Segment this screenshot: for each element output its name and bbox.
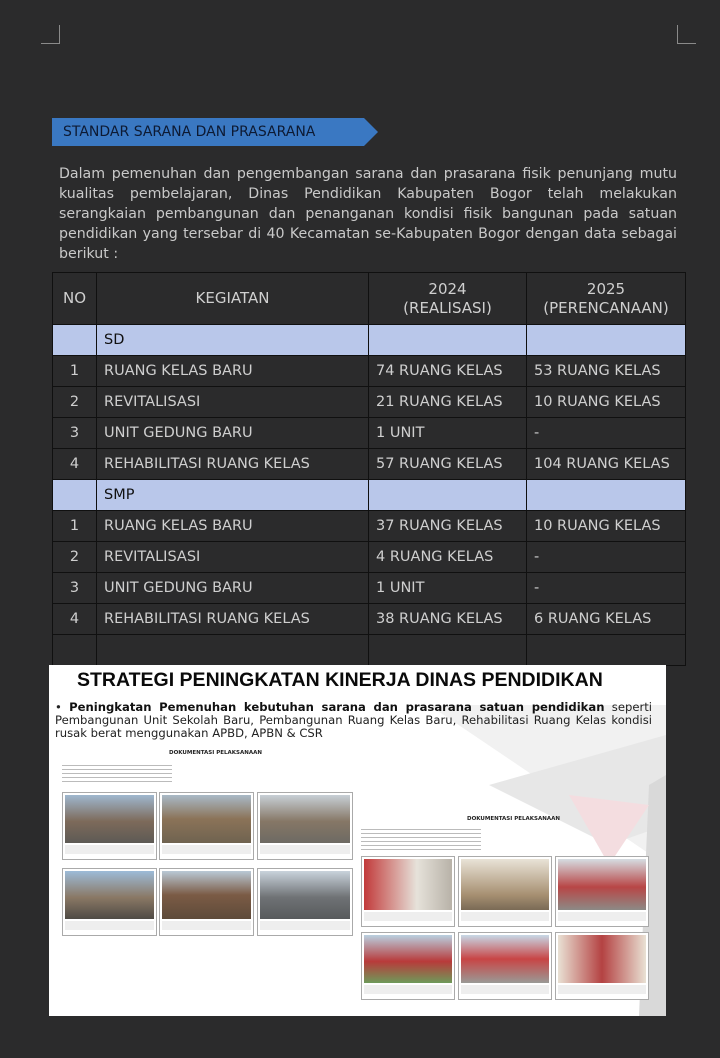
crop-mark-top-left bbox=[41, 25, 60, 44]
table-header-row bbox=[53, 273, 686, 325]
doc-left-title: DOKUMENTASI PELAKSANAAN bbox=[169, 750, 262, 756]
table-row: 3 UNIT GEDUNG BARU 1 UNIT - bbox=[53, 418, 686, 449]
section-banner: STANDAR SARANA DAN PRASARANA bbox=[52, 118, 364, 146]
section-row-smp bbox=[53, 480, 686, 511]
photo-construction-6 bbox=[257, 868, 353, 936]
photo-construction-2 bbox=[159, 792, 254, 860]
table-row: 4 REHABILITASI RUANG KELAS 38 RUANG KELAS 6 RUANG KELAS bbox=[53, 604, 686, 635]
table-empty-row bbox=[53, 635, 686, 666]
doc-right-meta bbox=[361, 826, 481, 854]
header-no: NO bbox=[53, 273, 97, 325]
table-row: 1 RUANG KELAS BARU 37 RUANG KELAS 10 RUANG KELAS bbox=[53, 511, 686, 542]
photo-construction-4 bbox=[62, 868, 157, 936]
header-kegiatan: KEGIATAN bbox=[97, 273, 369, 325]
photo-classroom bbox=[458, 856, 552, 927]
table-row: 2 REVITALISASI 21 RUANG KELAS 10 RUANG KELAS bbox=[53, 387, 686, 418]
photo-corridor bbox=[555, 932, 649, 1000]
section-label: SMP bbox=[97, 480, 369, 511]
photo-building-2 bbox=[555, 856, 649, 927]
table-row: 2 REVITALISASI 4 RUANG KELAS - bbox=[53, 542, 686, 573]
header-2025: 2025 (PERENCANAAN) bbox=[527, 273, 686, 325]
slide-title: STRATEGI PENINGKATAN KINERJA DINAS PENDIDIKAN bbox=[77, 669, 603, 691]
crop-mark-top-right bbox=[677, 25, 696, 44]
table-row: 3 UNIT GEDUNG BARU 1 UNIT - bbox=[53, 573, 686, 604]
section-label: SD bbox=[97, 325, 369, 356]
doc-left-meta bbox=[62, 762, 172, 786]
strategy-slide-image bbox=[49, 665, 666, 1016]
doc-right-title: DOKUMENTASI PELAKSANAAN bbox=[467, 816, 560, 822]
photo-construction-5 bbox=[159, 868, 254, 936]
photo-building-4 bbox=[458, 932, 552, 1000]
photo-building-3 bbox=[361, 932, 455, 1000]
facilities-table bbox=[52, 272, 686, 666]
photo-construction-1 bbox=[62, 792, 157, 860]
section-row-sd bbox=[53, 325, 686, 356]
table-row: 4 REHABILITASI RUANG KELAS 57 RUANG KELAS 104 RUANG KELAS bbox=[53, 449, 686, 480]
photo-building-1 bbox=[361, 856, 455, 927]
photo-construction-3 bbox=[257, 792, 353, 860]
intro-paragraph: Dalam pemenuhan dan pengembangan sarana dan prasarana fisik penunjang mutu kualitas pembelajaran, Dinas Pendidikan Kabupaten Bogor telah melakukan serangkaian pembangunan dan penanganan kondisi fisik bangunan pada satuan pendidikan yang tersebar di 40 Kecamatan se-Kabupaten Bogor dengan data sebagai berikut : bbox=[59, 166, 677, 262]
header-2024: 2024 (REALISASI) bbox=[369, 273, 527, 325]
table-row: 1 RUANG KELAS BARU 74 RUANG KELAS 53 RUANG KELAS bbox=[53, 356, 686, 387]
slide-bullet: • Peningkatan Pemenuhan kebutuhan sarana dan prasarana satuan pendidikan seperti Pembangunan Unit Sekolah Baru, Pembangunan Ruang Kelas Baru, Rehabilitasi Ruang Kelas kondisi rusak berat menggunakan APBD, APBN & CSR bbox=[55, 700, 652, 740]
